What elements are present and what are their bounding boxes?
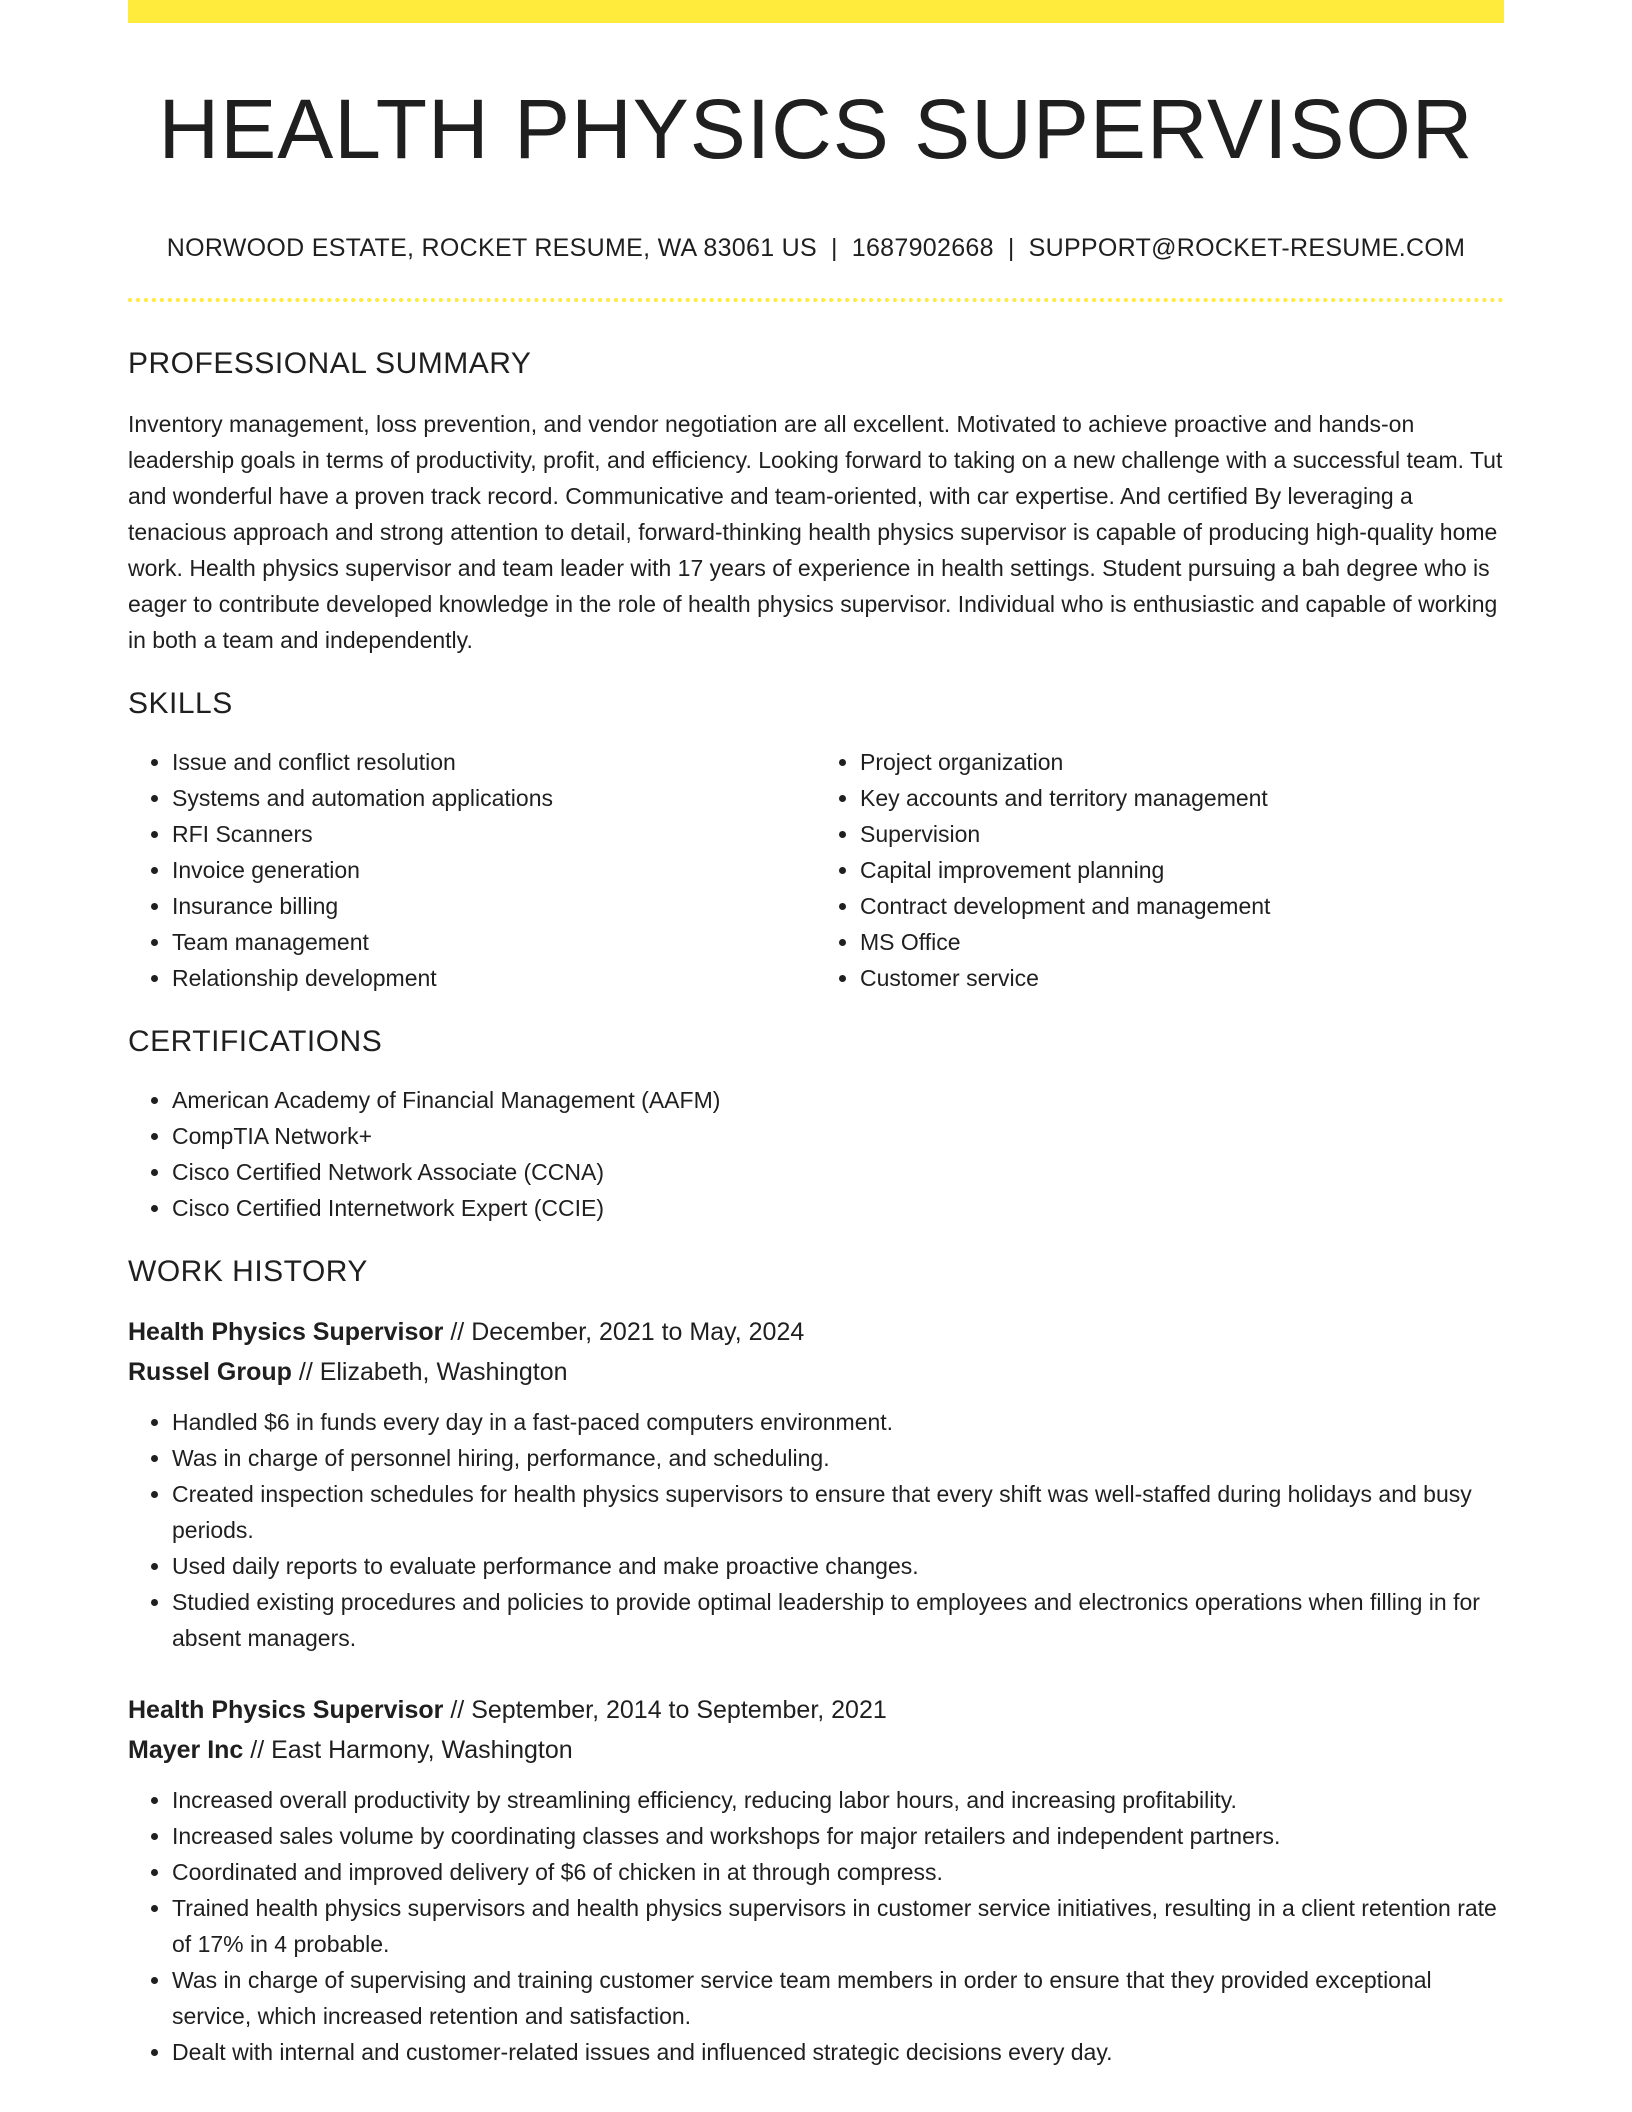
- contact-separator: |: [1007, 234, 1015, 263]
- certification-item: • Cisco Certified Network Associate (CCNA): [172, 1154, 1504, 1190]
- job-role: Health Physics Supervisor: [128, 1318, 444, 1347]
- job-title-line: [128, 1312, 1504, 1352]
- contact-address: NORWOOD ESTATE, ROCKET RESUME, WA 83061 US: [166, 234, 817, 263]
- job-duty: • Used daily reports to evaluate performance and make proactive changes.: [172, 1548, 1504, 1584]
- job-entry: [128, 1312, 1504, 1656]
- contact-line: [128, 233, 1504, 263]
- skill-item: • Relationship development: [172, 960, 816, 996]
- job-duty: • Dealt with internal and customer-related issues and influenced strategic decisions every day.: [172, 2034, 1504, 2070]
- contact-separator: |: [830, 234, 838, 263]
- certification-item: • CompTIA Network+: [172, 1118, 1504, 1154]
- job-role: Health Physics Supervisor: [128, 1696, 444, 1725]
- skills-grid: [128, 744, 1504, 996]
- job-duty: • Handled $6 in funds every day in a fast-paced computers environment.: [172, 1404, 1504, 1440]
- resume-page: [128, 0, 1504, 2070]
- job-title-line: [128, 1690, 1504, 1730]
- certifications-list: [128, 1082, 1504, 1226]
- skill-item: • Invoice generation: [172, 852, 816, 888]
- job-company-line: [128, 1730, 1504, 1770]
- skill-item: • Team management: [172, 924, 816, 960]
- work-history-heading: WORK HISTORY: [128, 1255, 368, 1289]
- job-duty: • Increased sales volume by coordinating classes and workshops for major retailers and independent partners.: [172, 1818, 1504, 1854]
- skills-list-left: [128, 744, 816, 996]
- skill-item: • Systems and automation applications: [172, 780, 816, 816]
- skill-item: • Issue and conflict resolution: [172, 744, 816, 780]
- skill-item: • Project organization: [860, 744, 1504, 780]
- skill-item: • Key accounts and territory management: [860, 780, 1504, 816]
- skill-item: • RFI Scanners: [172, 816, 816, 852]
- skill-item: • Contract development and management: [860, 888, 1504, 924]
- job-location: // East Harmony, Washington: [243, 1736, 573, 1765]
- skills-heading: SKILLS: [128, 687, 233, 721]
- resume-title: HEALTH PHYSICS SUPERVISOR: [158, 82, 1474, 176]
- job-duty: • Created inspection schedules for health physics supervisors to ensure that every shift was well-staffed during holidays and busy periods.: [172, 1476, 1504, 1548]
- skills-list-right: [816, 744, 1504, 996]
- job-duties-list: [128, 1782, 1504, 2070]
- skill-item: • Customer service: [860, 960, 1504, 996]
- job-duty: • Was in charge of supervising and training customer service team members in order to ensure that they provided exceptional service, which increased retention and satisfaction.: [172, 1962, 1504, 2034]
- skill-item: • MS Office: [860, 924, 1504, 960]
- skill-item: • Insurance billing: [172, 888, 816, 924]
- skill-item: • Capital improvement planning: [860, 852, 1504, 888]
- skill-item: • Supervision: [860, 816, 1504, 852]
- job-duty: • Studied existing procedures and policies to provide optimal leadership to employees and electronics operations when filling in for absent managers.: [172, 1584, 1504, 1656]
- top-accent-bar: [128, 0, 1504, 23]
- contact-phone: 1687902668: [851, 234, 994, 263]
- job-company: Russel Group: [128, 1358, 292, 1387]
- header-divider: [128, 298, 1504, 302]
- certifications-heading: CERTIFICATIONS: [128, 1025, 383, 1059]
- summary-text: Inventory management, loss prevention, and vendor negotiation are all excellent. Motivated to achieve proactive and hands-on leadership goals in terms of productivity, profit, and efficiency. Looking forward to taking on a new challenge with a successful team. Tut and wonderful have a proven track record. Communicative and team-oriented, with car expertise. And certified By leveraging a tenacious approach and strong attention to detail, forward-thinking health physics supervisor is capable of producing high-quality home work. Health physics supervisor and team leader with 17 years of experience in health settings. Student pursuing a bah degree who is eager to contribute developed knowledge in the role of health physics supervisor. Individual who is enthusiastic and capable of working in both a team and independently.: [128, 411, 1503, 654]
- job-company-line: [128, 1352, 1504, 1392]
- job-dates: // December, 2021 to May, 2024: [443, 1318, 805, 1347]
- job-duty: • Coordinated and improved delivery of $6 of chicken in at through compress.: [172, 1854, 1504, 1890]
- job-duties-list: [128, 1404, 1504, 1656]
- summary-heading: PROFESSIONAL SUMMARY: [128, 347, 532, 381]
- job-duty: • Was in charge of personnel hiring, performance, and scheduling.: [172, 1440, 1504, 1476]
- contact-email: SUPPORT@ROCKET-RESUME.COM: [1028, 234, 1466, 263]
- job-company: Mayer Inc: [128, 1736, 244, 1765]
- job-duty: • Trained health physics supervisors and health physics supervisors in customer service initiatives, resulting in a client retention rate of 17% in 4 probable.: [172, 1890, 1504, 1962]
- job-dates: // September, 2014 to September, 2021: [443, 1696, 887, 1725]
- certification-item: • American Academy of Financial Management (AAFM): [172, 1082, 1504, 1118]
- job-duty: • Increased overall productivity by streamlining efficiency, reducing labor hours, and increasing profitability.: [172, 1782, 1504, 1818]
- certification-item: • Cisco Certified Internetwork Expert (CCIE): [172, 1190, 1504, 1226]
- job-entry: [128, 1690, 1504, 2070]
- job-location: // Elizabeth, Washington: [291, 1358, 568, 1387]
